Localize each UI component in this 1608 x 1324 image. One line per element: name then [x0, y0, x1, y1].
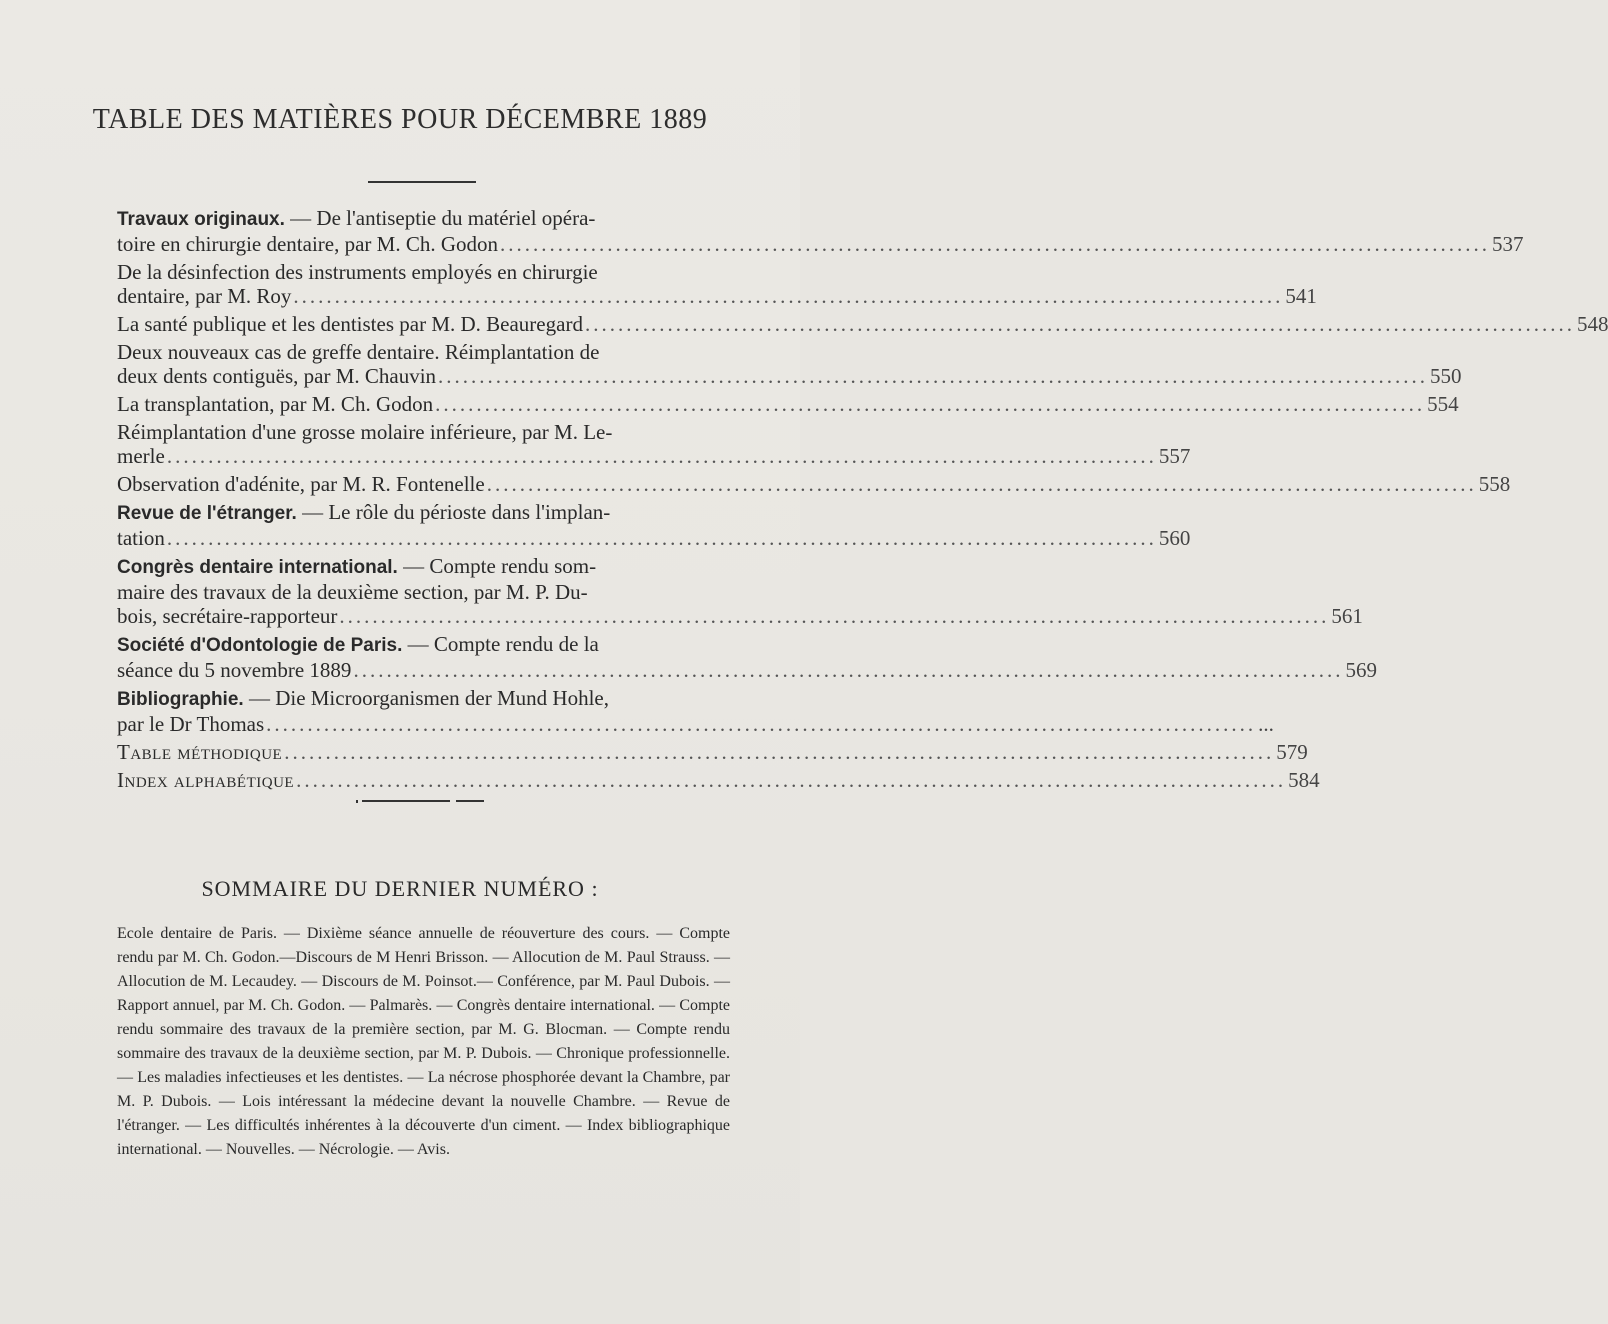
toc-page: 537 — [1492, 232, 1524, 256]
toc-entry — [117, 768, 1320, 792]
toc-page: 554 — [1427, 392, 1459, 416]
toc-entry — [117, 420, 1191, 468]
toc-line: — Compte rendu de la — [402, 632, 599, 656]
toc-entry — [117, 740, 1308, 764]
toc-line: bois, secrétaire-rapporteur — [117, 604, 338, 628]
toc-heading: Travaux originaux. — [117, 209, 285, 230]
toc-entry — [117, 206, 1524, 256]
toc-heading: Revue de l'étranger. — [117, 503, 297, 524]
summary-text: Ecole dentaire de Paris. — Dixième séance annuelle de réouverture des cours. — Compte rendu par M. Ch. Godon.—Discours de M Henri Brisson. — Allocution de M. Paul Strauss. — Allocution de M. Lecaudey. — Discours de M. Poinsot.— Conférence, par M. Paul Dubois. — Rapport annuel, par M. Ch. Godon. — Palmarès. — Congrès dentaire international. — Compte rendu sommaire des travaux de la première section, par M. G. Blocman. — Compte rendu sommaire des travaux de la deuxième section, par M. P. Dubois. — Chronique professionnelle. — Les maladies infectieuses et les dentistes. — La nécrose phosphorée devant la Chambre, par M. P. Dubois. — Lois intéressant la médecine devant la nouvelle Chambre. — Revue de l'étranger. — Les difficultés inhérentes à la découverte d'un ciment. — Index bibliographique international. — Nouvelles. — Nécrologie. — Avis. — [117, 925, 730, 1158]
toc-page: 550 — [1430, 364, 1462, 388]
toc-entry — [117, 500, 1191, 550]
toc-line: tation — [117, 526, 165, 550]
toc-line: deux dents contiguës, par M. Chauvin — [117, 364, 437, 388]
leader-dots — [296, 768, 1286, 792]
toc-line: Index alphabétique — [117, 768, 295, 792]
leader-dots — [167, 444, 1157, 468]
toc-entry — [117, 554, 1363, 628]
toc-heading: Bibliographie. — [117, 689, 244, 710]
toc-page: 557 — [1158, 444, 1191, 468]
toc-line: La santé publique et les dentistes par M. D. Beauregard — [117, 312, 583, 336]
toc-page: 584 — [1288, 768, 1320, 792]
toc-page: 541 — [1285, 284, 1317, 308]
leader-dots — [487, 472, 1477, 496]
leader-dots — [167, 526, 1157, 550]
toc-line: De la désinfection des instruments employés en chirurgie — [117, 260, 598, 284]
toc-line: — Die Microorganismen der Mund Hohle, — [243, 686, 609, 710]
toc-page: 579 — [1276, 740, 1308, 764]
divider-ornament — [356, 798, 486, 804]
leader-dots — [293, 284, 1283, 308]
leader-dots — [339, 604, 1329, 628]
toc-line: maire des travaux de la deuxième section, par M. P. Du- — [117, 580, 588, 604]
toc-line: merle — [117, 444, 165, 468]
toc-page: 569 — [1345, 658, 1377, 682]
leader-dots — [266, 712, 1256, 736]
toc-line: Observation d'adénite, par M. R. Fontenelle — [117, 472, 485, 496]
toc-line: séance du 5 novembre 1889 — [117, 658, 352, 682]
leader-dots — [500, 232, 1490, 256]
toc-line: dentaire, par M. Roy — [117, 284, 292, 308]
toc-page: 558 — [1478, 472, 1511, 496]
toc-line: par le Dr Thomas — [117, 712, 265, 736]
table-of-contents — [117, 206, 1608, 796]
title-rule — [368, 181, 476, 183]
toc-line: toire en chirurgie dentaire, par M. Ch. Godon — [117, 232, 499, 256]
toc-entry — [117, 260, 1317, 308]
toc-line: — Le rôle du périoste dans l'implan- — [296, 500, 611, 524]
leader-dots — [435, 392, 1425, 416]
toc-entry — [117, 340, 1462, 388]
toc-entry — [117, 686, 1274, 736]
leader-dots — [284, 740, 1274, 764]
toc-entry — [117, 472, 1511, 496]
toc-heading: Congrès dentaire international. — [117, 557, 398, 578]
leader-dots — [585, 312, 1575, 336]
summary-title: SOMMAIRE DU DERNIER NUMÉRO : — [201, 876, 599, 901]
leader-dots — [353, 658, 1343, 682]
toc-line: — De l'antiseptie du matériel opéra- — [284, 206, 596, 230]
toc-page: 561 — [1331, 604, 1363, 628]
leader-dots — [438, 364, 1428, 388]
toc-entry — [117, 312, 1608, 336]
toc-page: ... — [1258, 712, 1274, 736]
toc-line: La transplantation, par M. Ch. Godon — [117, 392, 434, 416]
toc-line: Table méthodique — [117, 740, 283, 764]
toc-line: Réimplantation d'une grosse molaire inférieure, par M. Le- — [117, 420, 613, 444]
toc-heading: Société d'Odontologie de Paris. — [117, 635, 403, 656]
toc-line: Deux nouveaux cas de greffe dentaire. Réimplantation de — [117, 340, 600, 364]
toc-line: — Compte rendu som- — [397, 554, 597, 578]
page-title: TABLE DES MATIÈRES POUR DÉCEMBRE 1889 — [92, 104, 708, 135]
toc-entry — [117, 392, 1459, 416]
toc-page: 560 — [1158, 526, 1191, 550]
toc-page: 548 — [1576, 312, 1608, 336]
toc-entry — [117, 632, 1377, 682]
